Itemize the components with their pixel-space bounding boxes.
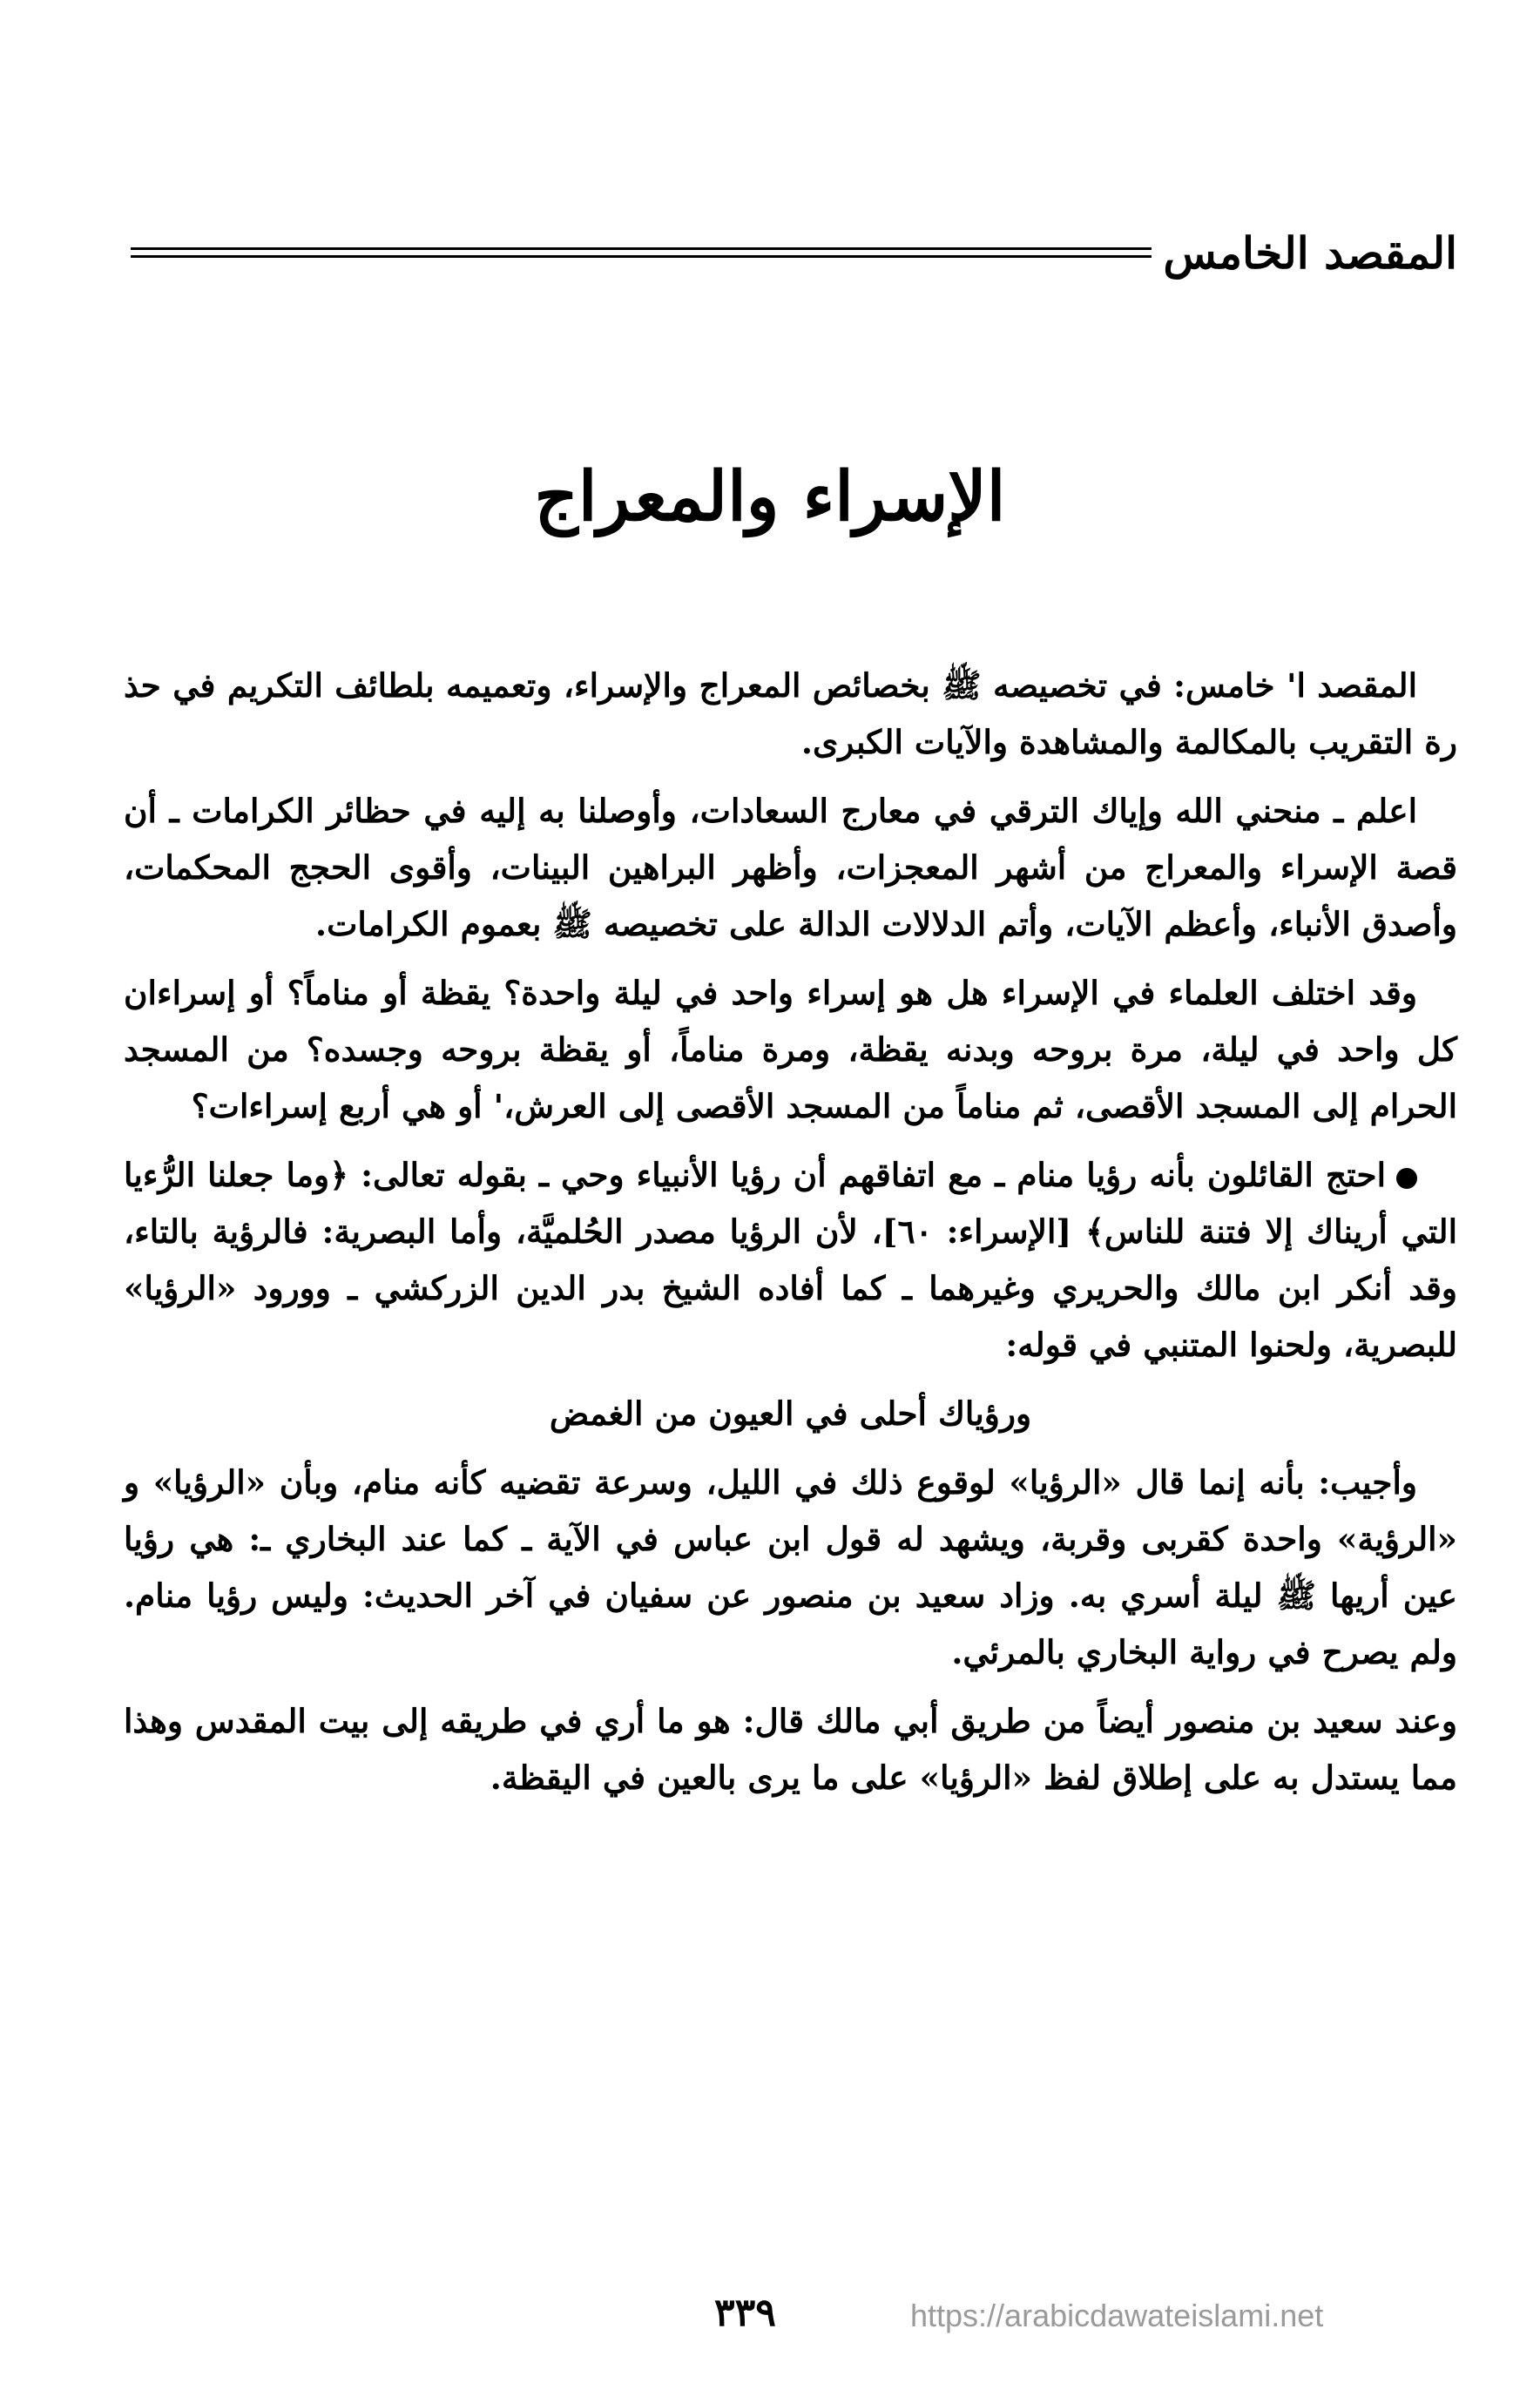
running-header-title: المقصد الخامس	[1163, 226, 1457, 279]
paragraph-argument	[124, 1147, 1457, 1374]
watermark-url: https://arabicdawateislami.net	[910, 2298, 1324, 2333]
body-text	[124, 658, 1457, 1819]
paragraph-argument-text: احتج القائلون بأنه رؤيا منام ـ مع اتفاقهم أن رؤيا الأنبياء وحي ـ بقوله تعالى: ﴿وما جعلنا الرُّءيا التي أريناك إلا فتنة للناس﴾ [الإسراء: ٦٠]، لأن الرؤيا مصدر الحُلميَّة، وأما البصرية: فالرؤية بالتاء، وقد أنكر ابن مالك والحريري وغيرهما ـ كما أفاده الشيخ بدر الدين الزركشي ـ وورود «الرؤيا» للبصرية، ولحنوا المتنبي في قوله:	[124, 1156, 1457, 1364]
paragraph-intro: المقصد ا' خامس: في تخصيصه ﷺ بخصائص المعراج والإسراء، وتعميمه بلطائف التكريم في حذ رة التقريب بالمكالمة والمشاهدة والآيات الكبرى.	[124, 666, 1457, 761]
chapter-title: الإسراء والمعراج	[534, 457, 1006, 537]
page-number: ٣٣٩	[714, 2291, 776, 2335]
paragraph-disagreement: وقد اختلف العلماء في الإسراء هل هو إسراء واحد في ليلة واحدة؟ يقظة أو مناماً؟ أو إسراءان كل واحد في ليلة، مرة بروحه وبدنه يقظة، ومرة مناماً، أو يقظة بروحه وجسده؟ من المسجد الحرام إلى المسجد الأقصى، ثم مناماً من المسجد الأقصى إلى العرش،' أو هي أربع إسراءات؟	[124, 974, 1457, 1125]
paragraph-know: اعلم ـ منحني الله وإياك الترقي في معارج السعادات، وأوصلنا به إليه في حظائر الكرامات ـ أن قصة الإسراء والمعراج من أشهر المعجزات، وأظهر البراهين البينات، وأقوى الحجج المحكمات، وأصدق الأنباء، وأعظم الآيات، وأتم الدلالات الدالة على تخصيصه ﷺ بعموم الكرامات.	[124, 792, 1457, 943]
bullet-icon	[1396, 1168, 1417, 1189]
poetry-verse: ورؤياك أحلى في العيون من الغمض	[549, 1394, 1032, 1433]
running-header	[131, 222, 1457, 283]
paragraph-response: وأجيب: بأنه إنما قال «الرؤيا» لوقوع ذلك في الليل، وسرعة تقضيه كأنه منام، وبأن «الرؤيا» و «الرؤية» واحدة كقربى وقربة، ويشهد له قول ابن عباس في الآية ـ كما عند البخاري ـ: هي رؤيا عين أريها ﷺ ليلة أسري به. وزاد سعيد بن منصور عن سفيان في آخر الحديث: وليس رؤيا منام. ولم يصرح في رواية البخاري بالمرئي.	[124, 1463, 1457, 1671]
header-double-rule	[131, 246, 1152, 260]
paragraph-said-ibn-mansur: وعند سعيد بن منصور أيضاً من طريق أبي مالك قال: هو ما أري في طريقه إلى بيت المقدس وهذا مما يستدل به على إطلاق لفظ «الرؤيا» على ما يرى بالعين في اليقظة.	[124, 1702, 1457, 1797]
